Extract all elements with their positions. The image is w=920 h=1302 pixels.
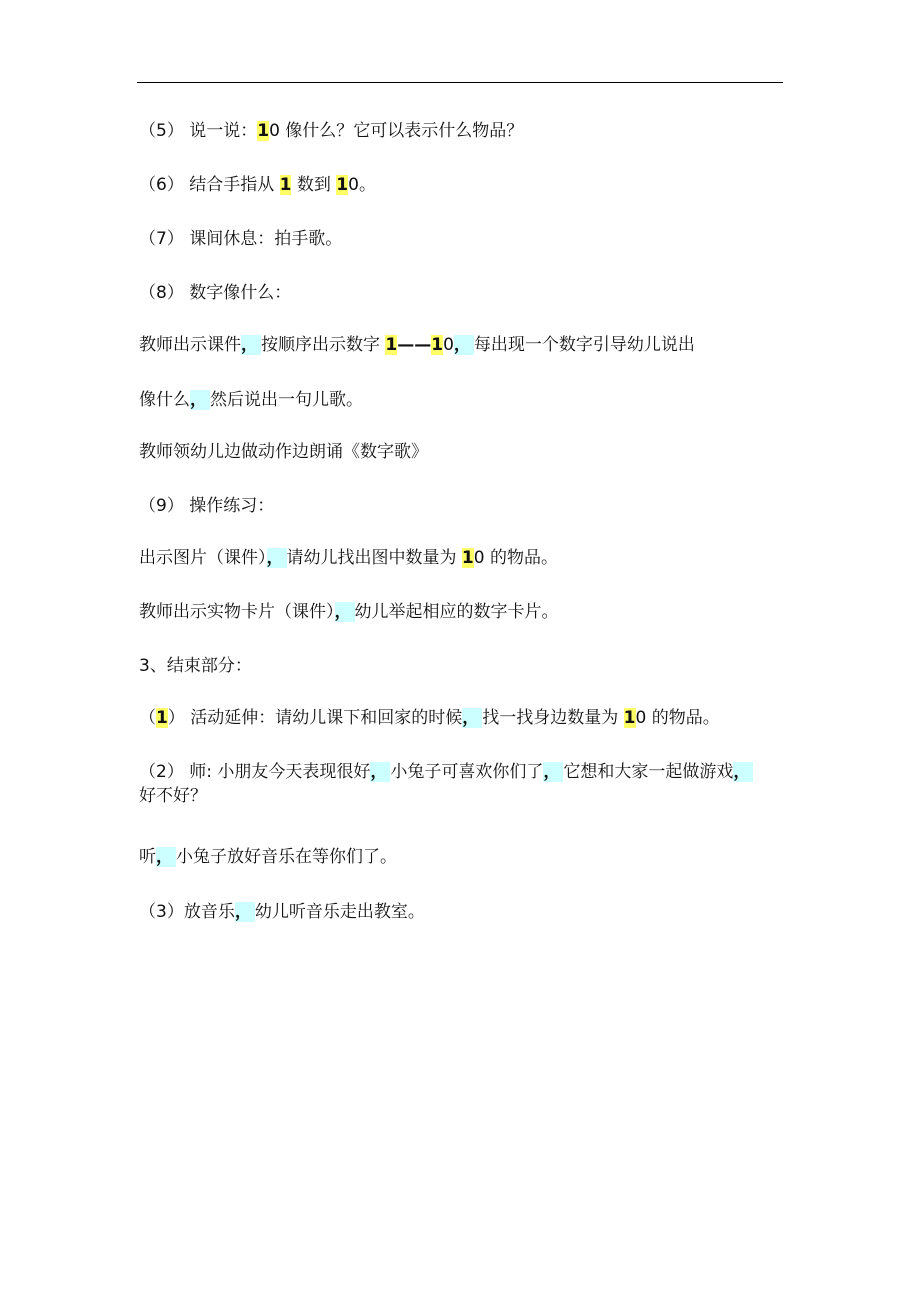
paragraph-line: 教师出示实物卡片（课件）， 幼儿举起相应的数字卡片。 bbox=[139, 602, 559, 622]
closing-item-2-line: （2） 师: 小朋友今天表现很好， 小兔子可喜欢你们了， 它想和大家一起做游戏， 好不好？ bbox=[139, 760, 789, 808]
highlight-comma: ， bbox=[733, 762, 753, 782]
item-7-line: （7） 课间休息：拍手歌。 bbox=[139, 229, 343, 249]
header-rule bbox=[137, 82, 783, 83]
highlight-comma: ， bbox=[235, 902, 255, 922]
item-9-line: （9） 操作练习： bbox=[139, 496, 275, 516]
paragraph-line: 像什么， 然后说出一句儿歌。 bbox=[139, 390, 363, 410]
highlight-number: 1 bbox=[385, 335, 398, 355]
section-heading: 3、结束部分： bbox=[139, 656, 252, 676]
highlight-comma: ， bbox=[462, 708, 482, 728]
highlight-comma: ， bbox=[267, 548, 287, 568]
highlight-number: 1 bbox=[279, 175, 292, 195]
highlight-number: 1 bbox=[257, 121, 270, 141]
item-6-line: （6） 结合手指从 1 数到 10。 bbox=[139, 175, 376, 195]
paragraph-line: 教师出示课件， 按顺序出示数字 1——10， 每出现一个数字引导幼儿说出 bbox=[139, 335, 695, 355]
highlight-number: 1 bbox=[156, 708, 168, 728]
highlight-comma: ， bbox=[241, 335, 261, 355]
highlight-comma: ， bbox=[335, 602, 355, 622]
highlight-number: 1 bbox=[336, 175, 349, 195]
highlight-comma: ， bbox=[370, 762, 390, 782]
highlight-number: 1 bbox=[431, 335, 444, 355]
paragraph-line: 听， 小兔子放好音乐在等你们了。 bbox=[139, 847, 397, 867]
highlight-comma: ， bbox=[190, 390, 210, 410]
item-8-line: （8） 数字像什么： bbox=[139, 283, 292, 303]
highlight-comma: ， bbox=[156, 847, 176, 867]
highlight-number: 1 bbox=[461, 548, 474, 568]
paragraph-line: 教师领幼儿边做动作边朗诵《数字歌》 bbox=[139, 442, 428, 462]
paragraph-line: 出示图片（课件）， 请幼儿找出图中数量为 10 的物品。 bbox=[139, 548, 558, 568]
highlight-comma: ， bbox=[543, 762, 563, 782]
highlight-comma: ， bbox=[454, 335, 474, 355]
closing-item-1-line: （1） 活动延伸：请幼儿课下和回家的时候， 找一找身边数量为 10 的物品。 bbox=[139, 708, 720, 728]
closing-item-3-line: （3）放音乐， 幼儿听音乐走出教室。 bbox=[139, 902, 425, 922]
item-5-line: （5） 说一说：10 像什么？它可以表示什么物品？ bbox=[139, 121, 524, 141]
highlight-number: 1 bbox=[623, 708, 636, 728]
